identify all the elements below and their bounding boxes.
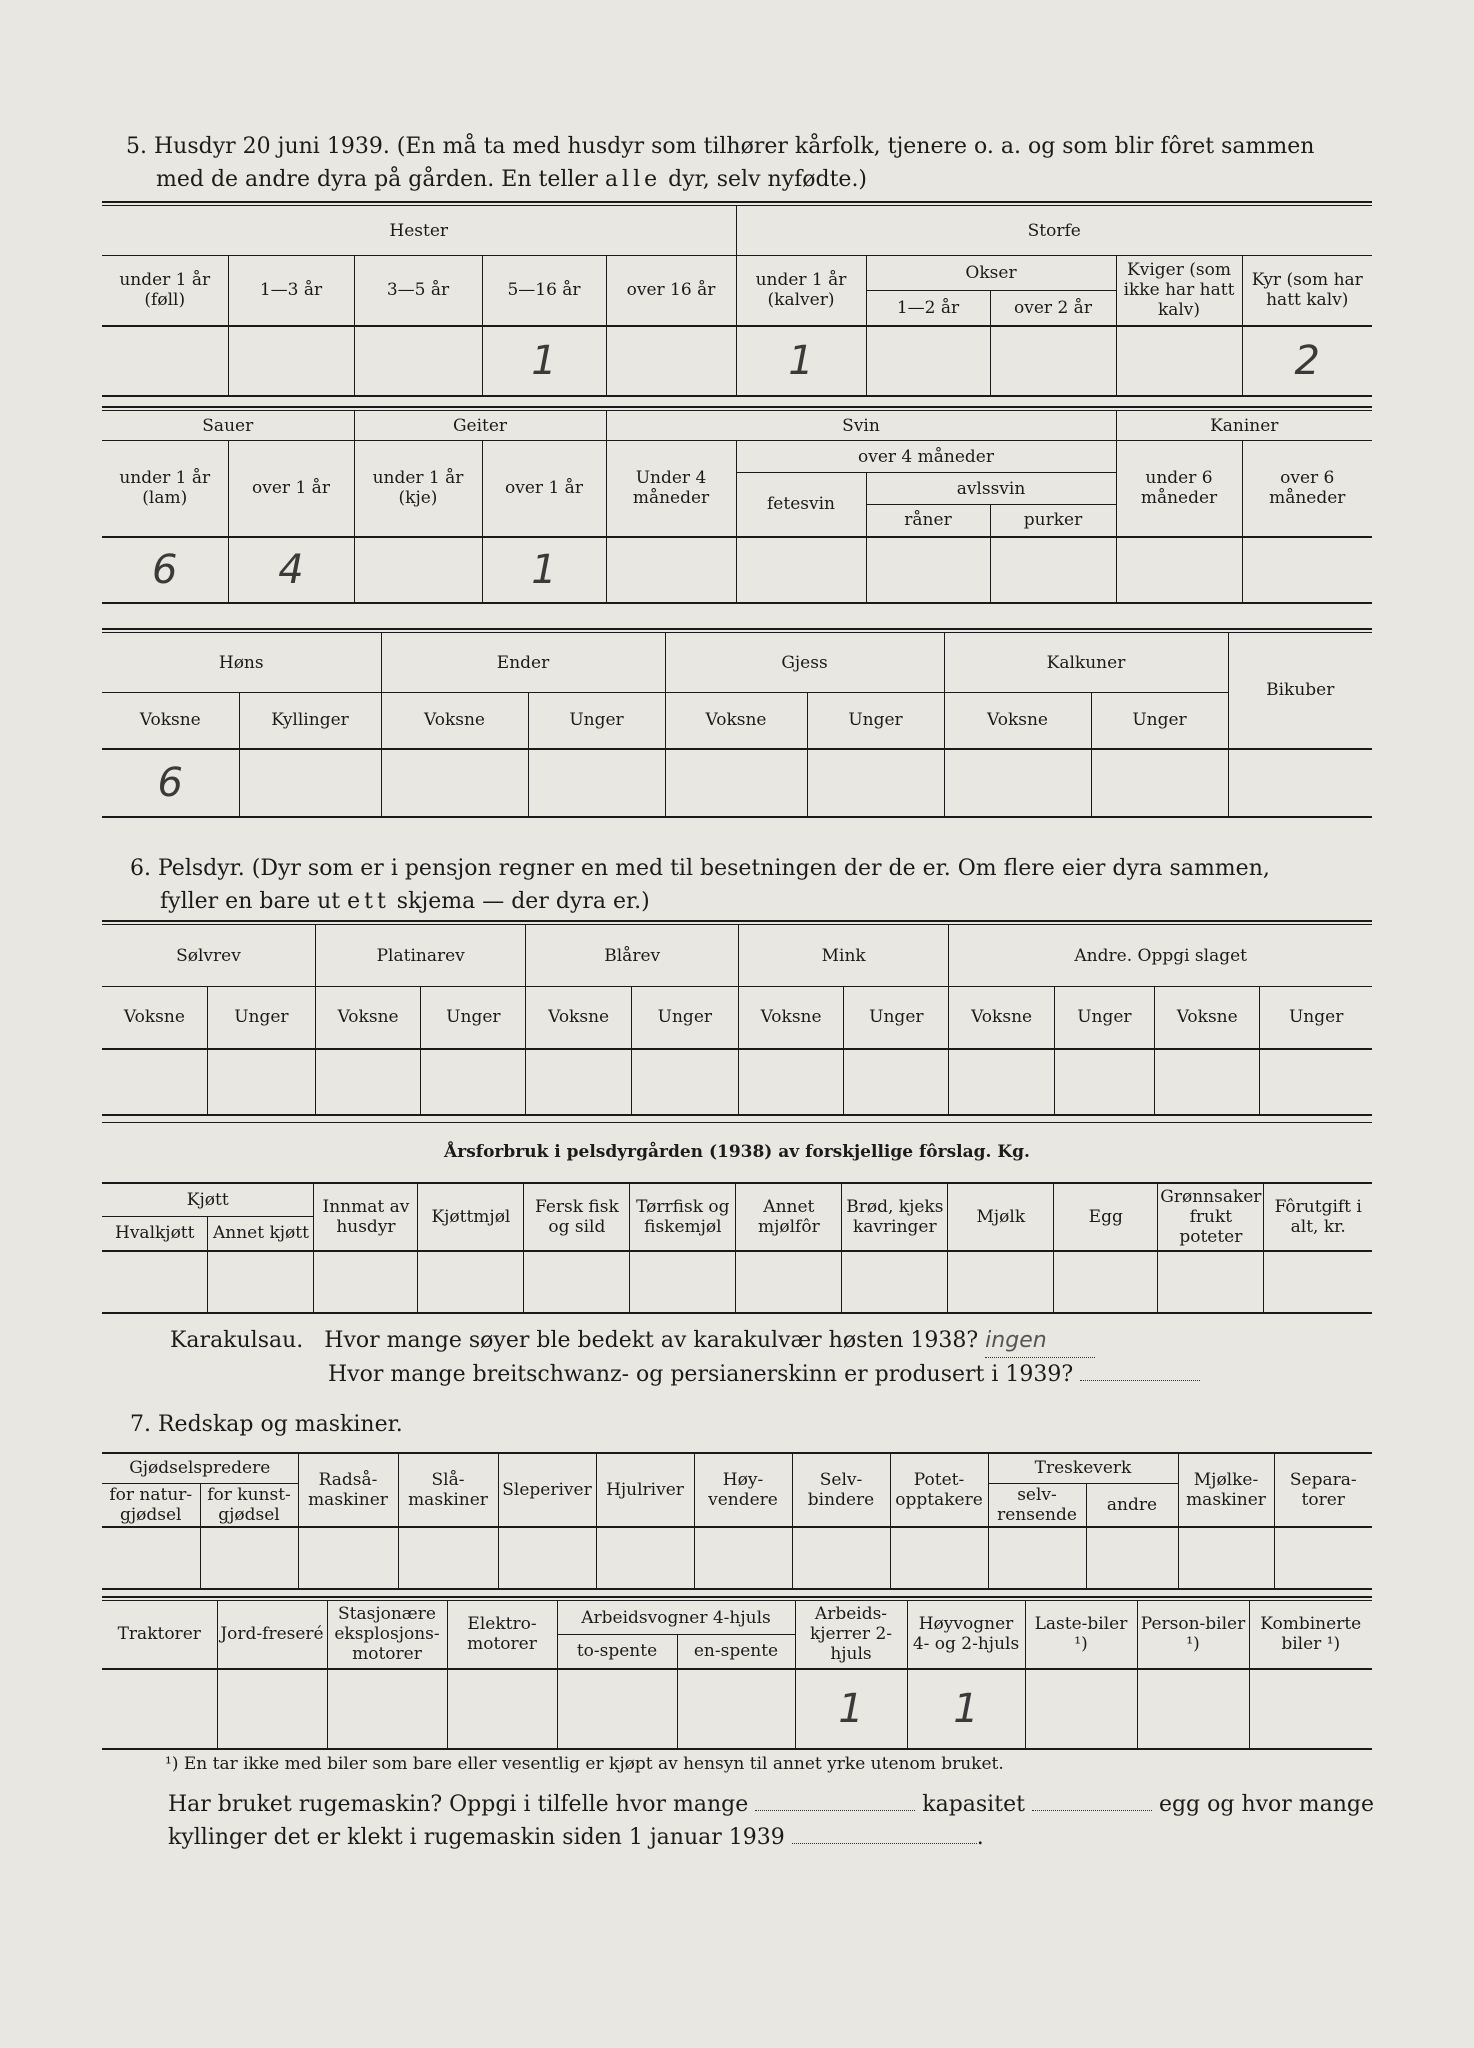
entry-cell[interactable] xyxy=(736,1251,842,1313)
entry-cell[interactable] xyxy=(988,1527,1086,1589)
entry-cell[interactable] xyxy=(736,537,866,603)
col-unger: Unger xyxy=(807,693,944,749)
entry-cell[interactable] xyxy=(1091,749,1228,817)
col-kaniner-over6: over 6 måneder xyxy=(1242,441,1372,537)
entry-cell[interactable] xyxy=(447,1669,557,1749)
col-mjolk: Mjølk xyxy=(948,1183,1054,1251)
entry-cell[interactable] xyxy=(1116,326,1242,396)
section6-heading xyxy=(130,852,1375,918)
fjorfe-table xyxy=(102,632,1372,818)
sauer-header: Sauer xyxy=(102,411,354,441)
entry-cell[interactable] xyxy=(990,537,1116,603)
col-lastebiler: Laste-biler ¹) xyxy=(1025,1601,1137,1669)
entry-cell[interactable] xyxy=(1054,1251,1158,1313)
rugemaskin-count-field[interactable] xyxy=(755,1810,915,1811)
entry-cell[interactable] xyxy=(844,1049,949,1115)
entry-cell[interactable] xyxy=(314,1251,418,1313)
col-gjodselspredere: Gjødselspredere xyxy=(102,1453,298,1483)
col-geiter-over1: over 1 år xyxy=(482,441,606,537)
col-kyllinger: Kyllinger xyxy=(239,693,381,749)
entry-cell[interactable] xyxy=(557,1669,677,1749)
col-unger: Unger xyxy=(1054,987,1154,1049)
forbruk-title: Årsforbruk i pelsdyrgården (1938) av forskjellige fôrslag. Kg. xyxy=(102,1123,1372,1183)
col-hester-3-5: 3—5 år xyxy=(354,256,482,326)
entry-cell[interactable] xyxy=(866,537,990,603)
entry-cell[interactable] xyxy=(807,749,944,817)
entry-cell[interactable] xyxy=(528,749,665,817)
entry-cell[interactable] xyxy=(631,1049,738,1115)
mink-header: Mink xyxy=(738,925,949,987)
entry-cell[interactable] xyxy=(842,1251,948,1313)
svin-header: Svin xyxy=(606,411,1116,441)
col-kviger: Kviger (som ikke har hatt kalv) xyxy=(1116,256,1242,326)
section5-heading xyxy=(126,130,1376,196)
col-voksne: Voksne xyxy=(102,693,239,749)
entry-cell[interactable] xyxy=(1242,537,1372,603)
platinarev-header: Platinarev xyxy=(315,925,526,987)
entry-cell[interactable] xyxy=(866,326,990,396)
col-kaniner-under6: under 6 måneder xyxy=(1116,441,1242,537)
col-arbeidskjerrer: Arbeids-kjerrer 2-hjuls xyxy=(795,1601,907,1669)
col-gronnsaker: Grønnsaker frukt poteter xyxy=(1158,1183,1264,1251)
col-unger: Unger xyxy=(528,693,665,749)
entry-cell[interactable]: 4 xyxy=(228,537,354,603)
entry-cell[interactable] xyxy=(1260,1049,1372,1115)
entry-cell[interactable] xyxy=(354,537,482,603)
col-sauer-over1: over 1 år xyxy=(228,441,354,537)
col-hoyvogner: Høyvogner 4- og 2-hjuls xyxy=(907,1601,1025,1669)
maskiner-table xyxy=(102,1600,1372,1750)
section5-line2: med de andre dyra på gården. En teller alle dyr, selv nyfødte.) xyxy=(156,167,868,192)
entry-cell[interactable] xyxy=(1264,1251,1372,1313)
rugemaskin-klekt-field[interactable] xyxy=(792,1843,977,1844)
col-purker: purker xyxy=(990,505,1116,537)
entry-cell[interactable] xyxy=(694,1527,792,1589)
pelsdyr-table xyxy=(102,924,1372,1116)
entry-cell[interactable] xyxy=(498,1527,596,1589)
gjess-header: Gjess xyxy=(665,633,944,693)
ender-header: Ender xyxy=(381,633,665,693)
entry-cell[interactable]: 1 xyxy=(736,326,866,396)
col-fersk-fisk: Fersk fisk og sild xyxy=(524,1183,630,1251)
col-annet-mjolfor: Annet mjølfôr xyxy=(736,1183,842,1251)
entry-cell[interactable]: 1 xyxy=(482,326,606,396)
entry-cell[interactable] xyxy=(944,749,1091,817)
entry-cell[interactable]: 1 xyxy=(795,1669,907,1749)
entry-cell[interactable] xyxy=(890,1527,988,1589)
section6-line2: fyller en bare ut ett skjema — der dyra er.) xyxy=(160,889,650,914)
col-voksne: Voksne xyxy=(1155,987,1260,1049)
entry-cell[interactable] xyxy=(1178,1527,1274,1589)
entry-cell[interactable] xyxy=(102,326,228,396)
entry-cell[interactable] xyxy=(421,1049,526,1115)
entry-cell[interactable] xyxy=(792,1527,890,1589)
entry-cell[interactable] xyxy=(630,1251,736,1313)
hons-header: Høns xyxy=(102,633,381,693)
col-svin-under4: Under 4 måneder xyxy=(606,441,736,537)
entry-cell[interactable] xyxy=(1249,1669,1372,1749)
col-avlssvin: avlssvin xyxy=(866,473,1116,505)
bikuber-header: Bikuber xyxy=(1228,633,1372,749)
storfe-header: Storfe xyxy=(736,206,1372,256)
entry-cell[interactable] xyxy=(381,749,528,817)
entry-cell[interactable] xyxy=(665,749,807,817)
col-andre: andre xyxy=(1086,1483,1178,1527)
col-voksne: Voksne xyxy=(949,987,1054,1049)
entry-cell[interactable] xyxy=(1025,1669,1137,1749)
entry-cell[interactable] xyxy=(102,1527,200,1589)
entry-cell[interactable] xyxy=(398,1527,498,1589)
col-hester-5-16: 5—16 år xyxy=(482,256,606,326)
entry-cell[interactable] xyxy=(738,1049,843,1115)
rugemaskin-line2: kyllinger det er klekt i rugemaskin siden 1 januar 1939 . xyxy=(168,1825,984,1850)
entry-cell[interactable] xyxy=(948,1251,1054,1313)
col-voksne: Voksne xyxy=(526,987,631,1049)
hester-storfe-table xyxy=(102,205,1372,397)
col-kjott: Kjøtt xyxy=(102,1183,314,1217)
col-sla: Slå-maskiner xyxy=(398,1453,498,1527)
entry-cell[interactable] xyxy=(1228,749,1372,817)
entry-cell[interactable] xyxy=(1086,1527,1178,1589)
col-hvalkjott: Hvalkjøtt xyxy=(102,1217,208,1251)
col-mjolkemaskiner: Mjølke-maskiner xyxy=(1178,1453,1274,1527)
col-naturgjodsel: for natur-gjødsel xyxy=(102,1483,200,1527)
entry-cell[interactable] xyxy=(1158,1251,1264,1313)
entry-cell[interactable] xyxy=(1054,1049,1154,1115)
entry-cell[interactable] xyxy=(990,326,1116,396)
section6-line1: 6. Pelsdyr. (Dyr som er i pensjon regner en med til besetningen der de er. Om flere eier dyra sammen, xyxy=(130,856,1270,881)
entry-cell[interactable]: 6 xyxy=(102,537,228,603)
andre-header: Andre. Oppgi slaget xyxy=(949,925,1372,987)
col-personbiler: Person-biler ¹) xyxy=(1137,1601,1249,1669)
hester-header: Hester xyxy=(102,206,736,256)
col-arbeidsvogner: Arbeidsvogner 4-hjuls xyxy=(557,1601,795,1635)
entry-cell[interactable] xyxy=(228,326,354,396)
entry-cell[interactable]: 6 xyxy=(102,749,239,817)
section5-line1: 5. Husdyr 20 juni 1939. (En må ta med husdyr som tilhører kårfolk, tjenere o. a. og som blir fôret sammen xyxy=(126,134,1315,159)
col-hester-1-3: 1—3 år xyxy=(228,256,354,326)
col-unger: Unger xyxy=(1091,693,1228,749)
rugemaskin-capacity-field[interactable] xyxy=(1032,1810,1152,1811)
entry-cell[interactable] xyxy=(1155,1049,1260,1115)
entry-cell[interactable] xyxy=(418,1251,524,1313)
col-hoyvendere: Høy-vendere xyxy=(694,1453,792,1527)
col-okser: Okser xyxy=(866,256,1116,291)
entry-cell[interactable]: 2 xyxy=(1242,326,1372,396)
col-traktorer: Traktorer xyxy=(102,1601,217,1669)
col-okser-1-2: 1—2 år xyxy=(866,291,990,326)
col-stasjonaere-motorer: Stasjonære eksplosjons-motorer xyxy=(327,1601,447,1669)
entry-cell[interactable] xyxy=(102,1251,208,1313)
col-potetopptakere: Potet-opptakere xyxy=(890,1453,988,1527)
footnote: ¹) En tar ikke med biler som bare eller vesentlig er kjøpt av hensyn til annet yrke utenom bruket. xyxy=(165,1754,1004,1774)
col-kje: under 1 år (kje) xyxy=(354,441,482,537)
forbruk-table xyxy=(102,1122,1372,1314)
col-separatorer: Separa-torer xyxy=(1274,1453,1372,1527)
entry-cell[interactable] xyxy=(315,1049,420,1115)
entry-cell[interactable] xyxy=(239,749,381,817)
karakul-section xyxy=(170,1324,1370,1391)
entry-cell[interactable] xyxy=(677,1669,795,1749)
col-voksne: Voksne xyxy=(315,987,420,1049)
col-selvrensende: selv-rensende xyxy=(988,1483,1086,1527)
col-unger: Unger xyxy=(207,987,315,1049)
col-treskeverk: Treskeverk xyxy=(988,1453,1178,1483)
entry-cell[interactable] xyxy=(208,1251,314,1313)
col-torrfisk: Tørrfisk og fiskemjøl xyxy=(630,1183,736,1251)
col-voksne: Voksne xyxy=(944,693,1091,749)
col-unger: Unger xyxy=(844,987,949,1049)
entry-cell[interactable] xyxy=(606,326,736,396)
col-kombinerte-biler: Kombinerte biler ¹) xyxy=(1249,1601,1372,1669)
col-brod: Brød, kjeks kavringer xyxy=(842,1183,948,1251)
col-en-spente: en-spente xyxy=(677,1635,795,1669)
entry-cell[interactable]: 1 xyxy=(907,1669,1025,1749)
col-unger: Unger xyxy=(631,987,738,1049)
col-hester-over16: over 16 år xyxy=(606,256,736,326)
col-unger: Unger xyxy=(421,987,526,1049)
blarev-header: Blårev xyxy=(526,925,738,987)
redskap-table xyxy=(102,1452,1372,1590)
solvrev-header: Sølvrev xyxy=(102,925,315,987)
karakul-line1: Karakulsau. Hvor mange søyer ble bedekt av karakulvær høsten 1938? ingen xyxy=(170,1324,1370,1358)
col-radsa: Radså-maskiner xyxy=(298,1453,398,1527)
rugemaskin-line1: Har bruket rugemaskin? Oppgi i tilfelle hvor mange kapasitet egg og hvor mange xyxy=(168,1792,1375,1817)
col-kalver: under 1 år (kalver) xyxy=(736,256,866,326)
entry-cell[interactable] xyxy=(102,1049,207,1115)
col-unger: Unger xyxy=(1260,987,1372,1049)
col-hester-under1: under 1 år (føll) xyxy=(102,256,228,326)
entry-cell[interactable] xyxy=(596,1527,694,1589)
karakul-answer2[interactable] xyxy=(1080,1380,1200,1381)
entry-cell[interactable] xyxy=(1137,1669,1249,1749)
col-svin-over4: over 4 måneder xyxy=(736,441,1116,473)
col-jordfresere: Jord-freseré xyxy=(217,1601,327,1669)
entry-cell[interactable] xyxy=(606,537,736,603)
entry-cell[interactable] xyxy=(1274,1527,1372,1589)
section7-title: 7. Redskap og maskiner. xyxy=(130,1412,403,1437)
entry-cell[interactable]: 1 xyxy=(482,537,606,603)
entry-cell[interactable] xyxy=(354,326,482,396)
col-elektromotorer: Elektro-motorer xyxy=(447,1601,557,1669)
col-to-spente: to-spente xyxy=(557,1635,677,1669)
kaniner-header: Kaniner xyxy=(1116,411,1372,441)
col-voksne: Voksne xyxy=(381,693,528,749)
entry-cell[interactable] xyxy=(949,1049,1054,1115)
entry-cell[interactable] xyxy=(207,1049,315,1115)
entry-cell[interactable] xyxy=(1116,537,1242,603)
col-innmat: Innmat av husdyr xyxy=(314,1183,418,1251)
col-forutgift: Fôrutgift i alt, kr. xyxy=(1264,1183,1372,1251)
col-egg: Egg xyxy=(1054,1183,1158,1251)
entry-cell[interactable] xyxy=(200,1527,298,1589)
kalkuner-header: Kalkuner xyxy=(944,633,1228,693)
entry-cell[interactable] xyxy=(102,1669,217,1749)
col-kunstgjodsel: for kunst-gjødsel xyxy=(200,1483,298,1527)
entry-cell[interactable] xyxy=(526,1049,631,1115)
entry-cell[interactable] xyxy=(524,1251,630,1313)
col-lam: under 1 år (lam) xyxy=(102,441,228,537)
col-selvbindere: Selv-bindere xyxy=(792,1453,890,1527)
col-sleperiver: Sleperiver xyxy=(498,1453,596,1527)
col-fetesvin: fetesvin xyxy=(736,473,866,537)
col-kjottmjol: Kjøttmjøl xyxy=(418,1183,524,1251)
col-okser-over2: over 2 år xyxy=(990,291,1116,326)
karakul-answer1[interactable]: ingen xyxy=(985,1324,1095,1358)
col-annet-kjott: Annet kjøtt xyxy=(208,1217,314,1251)
entry-cell[interactable] xyxy=(217,1669,327,1749)
col-voksne: Voksne xyxy=(102,987,207,1049)
entry-cell[interactable] xyxy=(298,1527,398,1589)
rugemaskin-section xyxy=(168,1788,1378,1854)
col-hjulriver: Hjulriver xyxy=(596,1453,694,1527)
col-voksne: Voksne xyxy=(738,987,843,1049)
col-raner: råner xyxy=(866,505,990,537)
col-kyr: Kyr (som har hatt kalv) xyxy=(1242,256,1372,326)
entry-cell[interactable] xyxy=(327,1669,447,1749)
karakul-line2: Hvor mange breitschwanz- og persianerskinn er produsert i 1939? xyxy=(170,1358,1370,1391)
geiter-header: Geiter xyxy=(354,411,606,441)
sauer-table xyxy=(102,410,1372,604)
col-voksne: Voksne xyxy=(665,693,807,749)
